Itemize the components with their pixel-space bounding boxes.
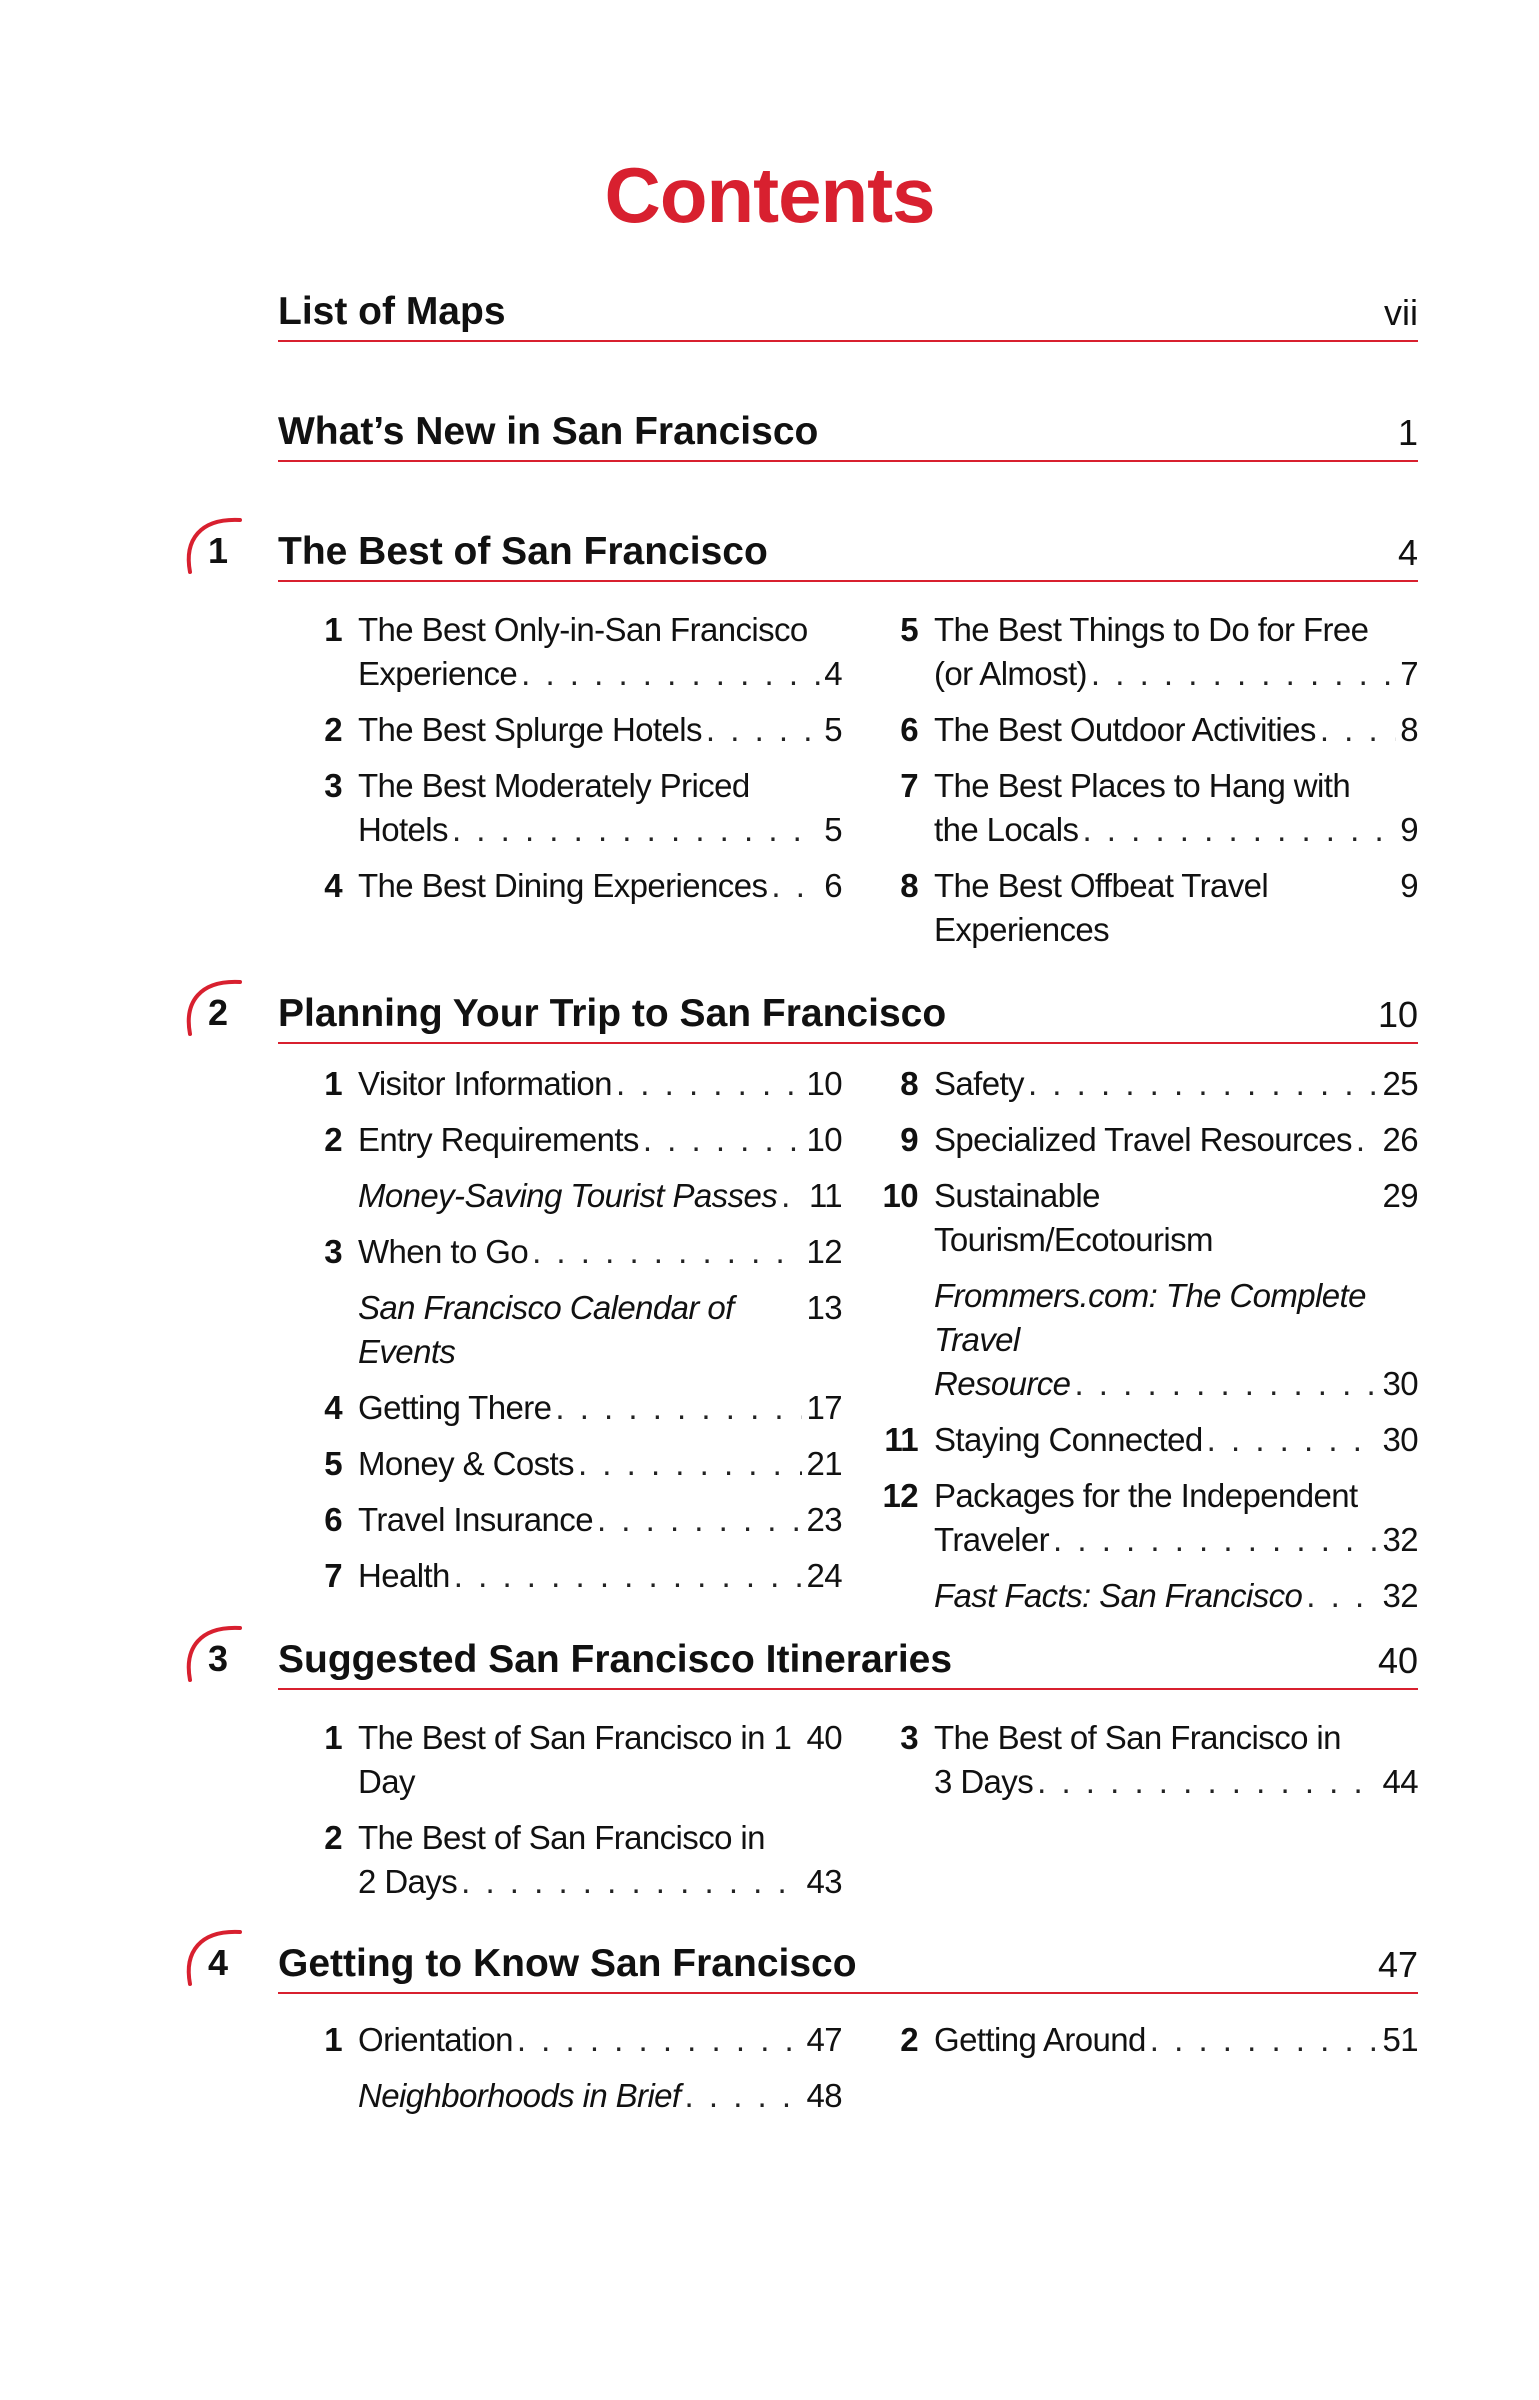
entry-number: 12 [882, 1477, 918, 1514]
entry-title: 3 Days [934, 1763, 1034, 1800]
entry-title: Frommers.com: The Complete Travel [934, 1277, 1366, 1358]
entry-number: 1 [324, 1065, 342, 1102]
entry-page: 8 [1400, 711, 1418, 748]
entry-title: Fast Facts: San Francisco [934, 1577, 1303, 1614]
toc-entry[interactable] [302, 1442, 842, 1486]
toc-entry[interactable] [302, 1716, 842, 1804]
entry-number: 2 [324, 1121, 342, 1158]
entry-title: Experience [358, 655, 518, 692]
entry-number: 8 [900, 867, 918, 904]
entry-title: The Best Only-in-San Francisco [358, 611, 808, 648]
entry-title: The Best Splurge Hotels [358, 711, 702, 748]
entry-number: 2 [324, 1819, 342, 1856]
chapter-page: 4 [1397, 532, 1418, 573]
entry-page: 30 [1382, 1365, 1418, 1402]
entry-page: 17 [806, 1389, 842, 1426]
entry-page: 23 [806, 1501, 842, 1538]
toc-entry[interactable] [878, 1274, 1418, 1406]
entry-title: The Best Moderately Priced [358, 767, 750, 804]
entry-page: 7 [1400, 655, 1418, 692]
dot-leader [517, 2018, 803, 2062]
chapter-3-left-column [302, 1716, 842, 1916]
dot-leader [1082, 808, 1396, 852]
toc-entry[interactable] [302, 1230, 842, 1274]
entry-page: 29 [1382, 1177, 1418, 1214]
chapter-3-heading[interactable] [278, 1628, 1418, 1690]
entry-number: 8 [900, 1065, 918, 1102]
chapter-3-badge-icon [178, 1618, 258, 1688]
entry-number: 5 [324, 1445, 342, 1482]
entry-title: San Francisco Calendar of Events [358, 1289, 734, 1370]
toc-entry[interactable] [302, 608, 842, 696]
entry-page: 9 [1400, 811, 1418, 848]
dot-leader [685, 2074, 803, 2118]
chapter-2-left-column [302, 1062, 842, 1610]
toc-entry[interactable] [302, 2018, 842, 2062]
entry-title: Money-Saving Tourist Passes [358, 1177, 778, 1214]
toc-entry[interactable] [878, 1716, 1418, 1804]
toc-entry[interactable] [302, 2074, 842, 2118]
entry-number: 6 [324, 1501, 342, 1538]
entry-title: Packages for the Independent [934, 1477, 1358, 1514]
heading-page: vii [1384, 292, 1418, 333]
chapter-number: 3 [208, 1638, 229, 1679]
entry-number: 11 [884, 1421, 918, 1458]
entry-title: The Best of San Francisco in [358, 1819, 765, 1856]
toc-entry[interactable] [302, 1554, 842, 1598]
entry-number: 10 [882, 1177, 918, 1214]
entry-title: Entry Requirements [358, 1121, 639, 1158]
chapter-1-right-column [878, 608, 1418, 964]
chapter-title: Getting to Know San Francisco [278, 1942, 857, 1985]
toc-entry[interactable] [878, 1418, 1418, 1462]
dot-leader [578, 1442, 803, 1486]
toc-entry[interactable] [302, 1118, 842, 1162]
entry-page: 51 [1382, 2021, 1418, 2058]
entry-title: the Locals [934, 811, 1079, 848]
dot-leader [454, 1554, 803, 1598]
entry-number: 4 [324, 867, 342, 904]
toc-entry[interactable] [878, 708, 1418, 752]
entry-number: 9 [900, 1121, 918, 1158]
entry-page: 48 [806, 2077, 842, 2114]
entry-number: 1 [324, 611, 342, 648]
dot-leader [643, 1118, 803, 1162]
entry-title: Health [358, 1557, 450, 1594]
entry-page: 6 [824, 867, 842, 904]
dot-leader [781, 1174, 805, 1218]
toc-entry[interactable] [878, 1174, 1418, 1262]
entry-title: Visitor Information [358, 1065, 612, 1102]
entry-number: 2 [900, 2021, 918, 2058]
toc-entry[interactable] [302, 1062, 842, 1106]
heading-title: What’s New in San Francisco [278, 410, 819, 453]
chapter-page: 47 [1377, 1944, 1418, 1985]
toc-entry[interactable] [878, 1574, 1418, 1618]
chapter-1-left-column [302, 608, 842, 920]
toc-entry[interactable] [302, 708, 842, 752]
entry-page: 24 [806, 1557, 842, 1594]
entry-title: Staying Connected [934, 1421, 1203, 1458]
entry-title: Money & Costs [358, 1445, 574, 1482]
dot-leader [1207, 1418, 1379, 1462]
entry-number: 7 [324, 1557, 342, 1594]
dot-leader [1074, 1362, 1378, 1406]
entry-page: 10 [806, 1065, 842, 1102]
entry-number: 1 [324, 1719, 342, 1756]
chapter-page: 40 [1377, 1640, 1418, 1681]
chapter-4-left-column [302, 2018, 842, 2130]
toc-entry[interactable] [302, 764, 842, 852]
chapter-page: 10 [1377, 994, 1418, 1035]
entry-page: 21 [806, 1445, 842, 1482]
heading-page: 1 [1397, 412, 1418, 453]
toc-entry[interactable] [878, 1062, 1418, 1106]
toc-entry[interactable] [302, 1498, 842, 1542]
chapter-4-right-column [878, 2018, 1418, 2074]
entry-page: 5 [824, 811, 842, 848]
dot-leader [461, 1860, 802, 1904]
entry-page: 10 [806, 1121, 842, 1158]
entry-page: 26 [1382, 1121, 1418, 1158]
entry-page: 44 [1382, 1763, 1418, 1800]
dot-leader [1053, 1518, 1378, 1562]
chapter-number: 1 [208, 530, 229, 571]
entry-title: Sustainable Tourism/Ecotourism [934, 1177, 1213, 1258]
toc-entry[interactable] [878, 864, 1418, 952]
toc-entry[interactable] [878, 2018, 1418, 2062]
dot-leader [616, 1062, 803, 1106]
heading-title: List of Maps [278, 290, 506, 333]
dot-leader [1091, 652, 1396, 696]
page-title: Contents [604, 151, 935, 239]
entry-page: 13 [806, 1289, 842, 1326]
entry-page: 12 [806, 1233, 842, 1270]
dot-leader [532, 1230, 802, 1274]
entry-title: The Best of San Francisco in 1 Day [358, 1719, 792, 1800]
chapter-4-badge-icon [178, 1922, 258, 1992]
entry-page: 11 [808, 1177, 842, 1214]
dot-leader [521, 652, 820, 696]
dot-leader [1028, 1062, 1379, 1106]
toc-entry[interactable] [302, 1386, 842, 1430]
dot-leader [1037, 1760, 1378, 1804]
entry-page: 43 [806, 1863, 842, 1900]
toc-entry[interactable] [302, 864, 842, 908]
entry-page: 25 [1382, 1065, 1418, 1102]
chapter-title: Suggested San Francisco Itineraries [278, 1638, 953, 1681]
entry-title: Neighborhoods in Brief [358, 2077, 681, 2114]
entry-number: 7 [900, 767, 918, 804]
entry-title: Resource [934, 1365, 1071, 1402]
entry-title: Traveler [934, 1521, 1050, 1558]
toc-heading-whats-new[interactable] [278, 400, 1418, 462]
entry-title: (or Almost) [934, 655, 1087, 692]
entry-number: 2 [324, 711, 342, 748]
entry-page: 9 [1400, 867, 1418, 904]
entry-title: When to Go [358, 1233, 529, 1270]
chapter-2-right-column [878, 1062, 1418, 1630]
entry-title: The Best Offbeat Travel Experiences [934, 867, 1269, 948]
entry-page: 30 [1382, 1421, 1418, 1458]
toc-entry[interactable] [878, 1474, 1418, 1562]
toc-heading-list-of-maps[interactable] [278, 280, 1418, 342]
entry-title: Getting Around [934, 2021, 1146, 2058]
entry-number: 4 [324, 1389, 342, 1426]
entry-number: 5 [900, 611, 918, 648]
toc-entry[interactable] [302, 1816, 842, 1904]
dot-leader [1356, 1118, 1379, 1162]
toc-entry[interactable] [878, 764, 1418, 852]
chapter-number: 4 [208, 1942, 229, 1983]
entry-title: The Best Outdoor Activities [934, 711, 1316, 748]
entry-title: The Best Dining Experiences [358, 867, 768, 904]
entry-number: 3 [900, 1719, 918, 1756]
chapter-3-right-column [878, 1716, 1418, 1816]
toc-entry[interactable] [878, 1118, 1418, 1162]
entry-title: Orientation [358, 2021, 513, 2058]
dot-leader [1306, 1574, 1378, 1618]
entry-number: 1 [324, 2021, 342, 2058]
entry-title: Specialized Travel Resources [934, 1121, 1352, 1158]
entry-number: 3 [324, 767, 342, 804]
chapter-2-badge-icon [178, 972, 258, 1042]
entry-title: The Best Places to Hang with [934, 767, 1351, 804]
chapter-title: Planning Your Trip to San Francisco [278, 992, 947, 1035]
chapter-1-heading[interactable] [278, 520, 1418, 582]
entry-page: 47 [806, 2021, 842, 2058]
entry-page: 32 [1382, 1521, 1418, 1558]
dot-leader [706, 708, 820, 752]
dot-leader [771, 864, 820, 908]
entry-number: 6 [900, 711, 918, 748]
dot-leader [452, 808, 820, 852]
entry-page: 40 [806, 1719, 842, 1756]
entry-title: Safety [934, 1065, 1024, 1102]
entry-title: Getting There [358, 1389, 552, 1426]
toc-entry[interactable] [302, 1174, 842, 1218]
dot-leader [597, 1498, 803, 1542]
toc-entry[interactable] [302, 1286, 842, 1374]
dot-leader [555, 1386, 802, 1430]
entry-page: 4 [824, 655, 842, 692]
dot-leader [1150, 2018, 1379, 2062]
chapter-title: The Best of San Francisco [278, 530, 768, 573]
entry-title: Travel Insurance [358, 1501, 593, 1538]
chapter-number: 2 [208, 992, 229, 1033]
entry-title: 2 Days [358, 1863, 458, 1900]
entry-number: 3 [324, 1233, 342, 1270]
entry-title: The Best Things to Do for Free [934, 611, 1369, 648]
chapter-4-heading[interactable] [278, 1932, 1418, 1994]
entry-title: The Best of San Francisco in [934, 1719, 1341, 1756]
chapter-1-badge-icon [178, 510, 258, 580]
chapter-2-heading[interactable] [278, 982, 1418, 1044]
entry-page: 5 [824, 711, 842, 748]
entry-title: Hotels [358, 811, 448, 848]
entry-page: 32 [1382, 1577, 1418, 1614]
dot-leader [1320, 708, 1396, 752]
toc-entry[interactable] [878, 608, 1418, 696]
